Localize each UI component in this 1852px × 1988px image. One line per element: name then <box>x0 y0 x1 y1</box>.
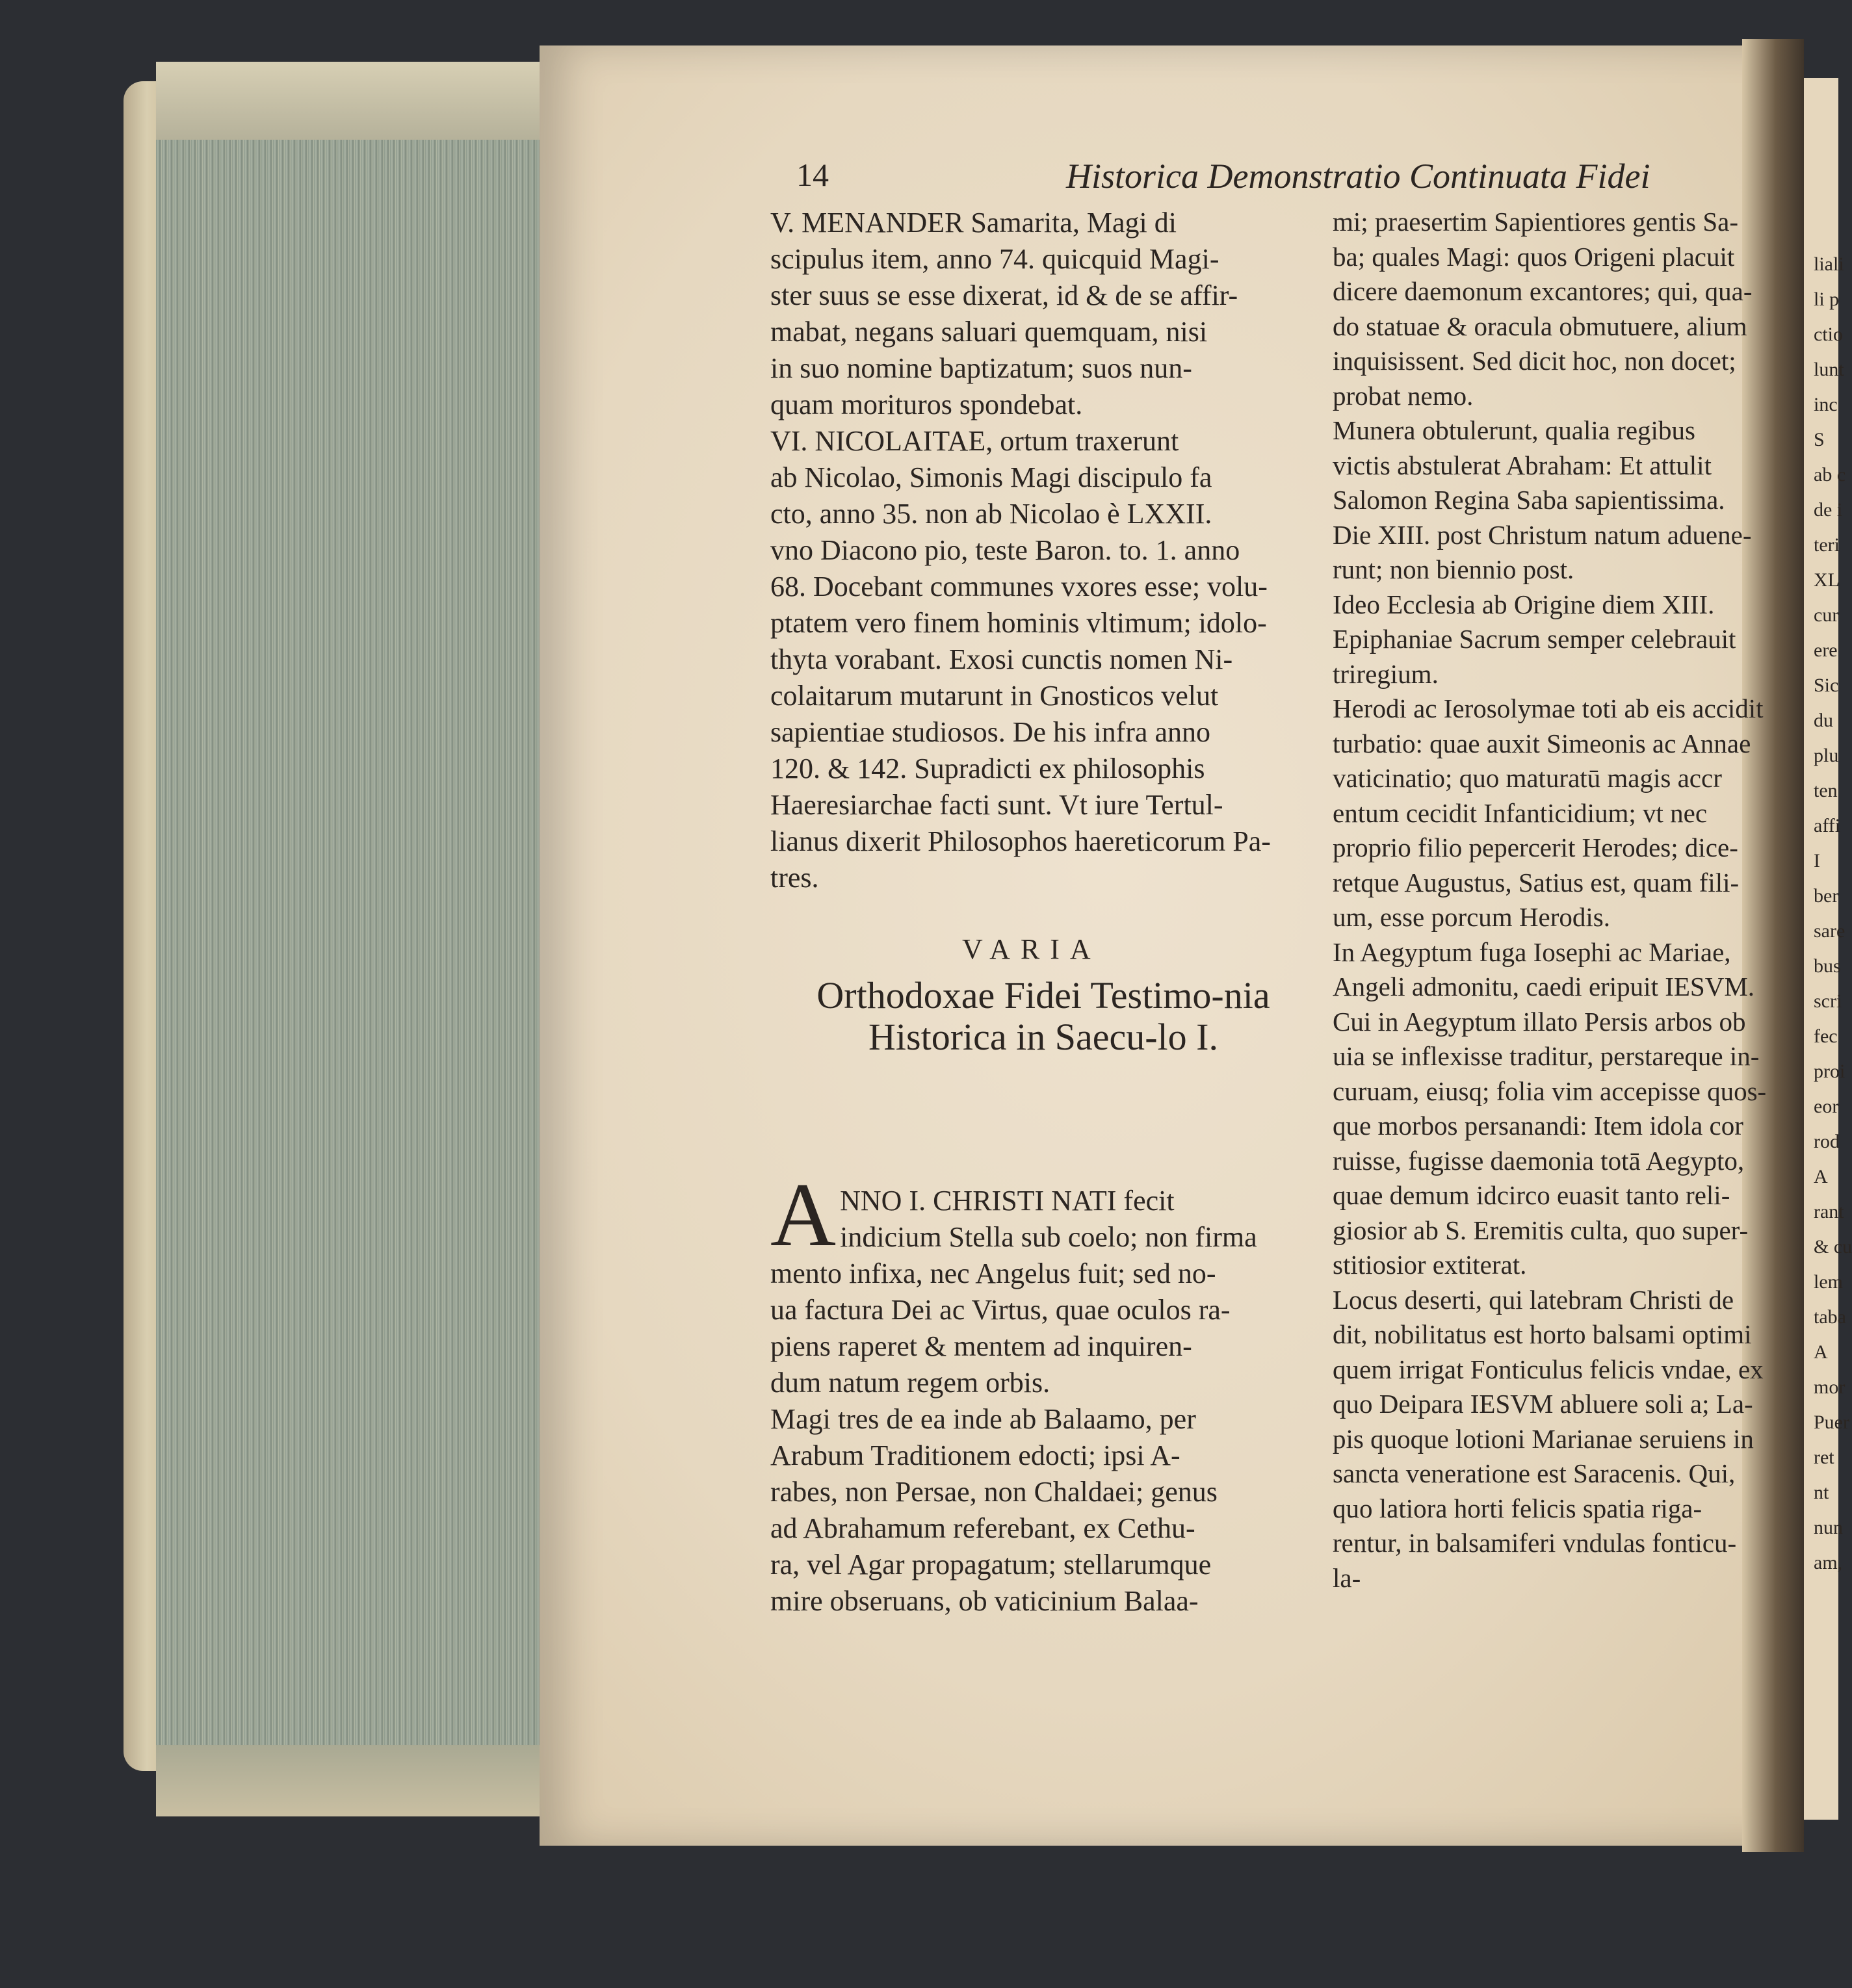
text-line: in suo nomine baptizatum; suos nun- <box>770 352 1192 384</box>
text-line: Die XIII. post Christum natum aduene- <box>1333 519 1752 550</box>
text-line: Salomon Regina Saba sapientissima. <box>1333 485 1725 515</box>
text-line: In Aegyptum fuga Iosephi ac Mariae, <box>1333 936 1731 967</box>
heading-varia: VARIA <box>962 933 1101 965</box>
text-line: Epiphaniae Sacrum semper celebrauit <box>1333 624 1736 654</box>
text-line: quem irrigat Fonticulus felicis vndae, ex <box>1333 1354 1764 1384</box>
text-line: inquisissent. Sed dicit hoc, non docet; <box>1333 346 1736 376</box>
text-line: Ideo Ecclesia ab Origine diem XIII. <box>1333 589 1715 619</box>
text-line: quo latiora horti felicis spatia riga- <box>1333 1493 1702 1523</box>
text-line: mi; praesertim Sapientiores gentis Sa- <box>1333 207 1738 237</box>
text-line: Arabum Traditionem edocti; ipsi A- <box>770 1439 1180 1471</box>
stub-fragment: cur <box>1814 604 1839 626</box>
stub-fragment: nt <box>1814 1482 1829 1503</box>
stub-fragment: & cu <box>1814 1236 1852 1258</box>
text-line: lianus dixerit Philosophos haereticorum Pa- <box>770 825 1271 857</box>
stub-fragment: ten <box>1814 780 1838 801</box>
text-line: pis quoque lotioni Marianae seruiens in <box>1333 1423 1754 1454</box>
text-line: V. MENANDER Samarita, Magi di <box>770 207 1177 239</box>
text-line: mire obseruans, ob vaticinium Balaa- <box>770 1585 1199 1617</box>
text-line: turbatio: quae auxit Simeonis ac Annae <box>1333 728 1751 758</box>
text-line: Locus deserti, qui latebram Christi de <box>1333 1284 1734 1315</box>
stub-fragment: Puer <box>1814 1412 1849 1433</box>
text-line: Cui in Aegyptum illato Persis arbos ob <box>1333 1006 1746 1037</box>
text-line: ua factura Dei ac Virtus, quae oculos ra- <box>770 1294 1231 1326</box>
text-line: quam morituros spondebat. <box>770 389 1083 420</box>
text-line: colaitarum mutarunt in Gnosticos velut <box>770 680 1219 712</box>
stub-fragment: lunt <box>1814 359 1844 380</box>
text-line: um, esse porcum Herodis. <box>1333 902 1610 932</box>
stub-fragment: I <box>1814 850 1820 871</box>
heading-line: Orthodoxae Fidei Testimo- <box>816 974 1224 1016</box>
page-block-bottom <box>156 1745 572 1816</box>
text-line: scipulus item, anno 74. quicquid Magi- <box>770 243 1219 275</box>
text-line: la- <box>1333 1562 1361 1593</box>
text-line: mabat, negans saluari quemquam, nisi <box>770 316 1208 348</box>
text-line: rentur, in balsamiferi vndulas fonticu- <box>1333 1528 1737 1558</box>
text-line: vaticinatio; quo maturatū magis accr <box>1333 763 1722 793</box>
stub-fragment: A <box>1814 1341 1828 1363</box>
text-line: Herodi ac Ierosolymae toti ab eis accidit <box>1333 693 1764 723</box>
text-line: Haeresiarchae facti sunt. Vt iure Tertul- <box>770 789 1223 821</box>
stub-fragment: ab c <box>1814 464 1846 485</box>
stub-fragment: scri <box>1814 990 1842 1012</box>
stub-fragment: nun <box>1814 1517 1843 1538</box>
stub-fragment: de i <box>1814 499 1843 521</box>
text-line: ba; quales Magi: quos Origeni placuit <box>1333 241 1735 272</box>
stub-fragment: lem <box>1814 1271 1843 1293</box>
stub-fragment: inc <box>1814 394 1838 415</box>
text-line: victis abstulerat Abraham: Et attulit <box>1333 450 1712 480</box>
text-line: cto, anno 35. non ab Nicolao è LXXII. <box>770 498 1212 530</box>
text-line: dicere daemonum excantores; qui, qua- <box>1333 276 1753 306</box>
text-line: dit, nobilitatus est horto balsami optimi <box>1333 1319 1752 1349</box>
text-line: quae demum idcirco euasit tanto reli- <box>1333 1180 1730 1210</box>
drop-cap: A <box>770 1165 837 1265</box>
text-line: rabes, non Persae, non Chaldaei; genus <box>770 1476 1218 1508</box>
next-page-stub <box>1814 247 1852 1581</box>
stub-fragment: fec <box>1814 1026 1838 1047</box>
left-column-top <box>770 205 1310 896</box>
text-line: ad Abrahamum referebant, ex Cethu- <box>770 1512 1195 1544</box>
stub-fragment: Sic <box>1814 675 1839 696</box>
text-line: probat nemo. <box>1333 380 1474 411</box>
text-line: thyta vorabant. Exosi cunctis nomen Ni- <box>770 643 1233 675</box>
stub-fragment: plu <box>1814 745 1839 766</box>
stub-fragment: sare <box>1814 920 1845 942</box>
stub-fragment: du <box>1814 710 1833 731</box>
text-line: quo Deipara IESVM abluere soli a; La- <box>1333 1389 1753 1419</box>
stub-fragment: rant <box>1814 1201 1844 1222</box>
text-line: VI. NICOLAITAE, ortum traxerunt <box>770 425 1179 457</box>
text-line: mento infixa, nec Angelus fuit; sed no- <box>770 1258 1216 1289</box>
text-line: proprio filio pepercerit Herodes; dice- <box>1333 833 1738 862</box>
heading-line: lo I. <box>1157 1016 1218 1058</box>
text-line: runt; non biennio post. <box>1333 554 1574 584</box>
text-line: 68. Docebant communes vxores esse; volu- <box>770 571 1268 602</box>
text-line: ra, vel Agar propagatum; stellarumque <box>770 1549 1212 1581</box>
stub-fragment: A <box>1814 1166 1828 1187</box>
text-line: vno Diacono pio, teste Baron. to. 1. anno <box>770 534 1240 566</box>
left-column-bottom <box>770 1165 1310 1620</box>
page-block-top <box>156 62 572 140</box>
text-line: Magi tres de ea inde ab Balaamo, per <box>770 1403 1196 1435</box>
stub-fragment: li p <box>1814 289 1840 310</box>
text-line: NNO I. CHRISTI NATI fecit <box>840 1185 1175 1217</box>
stub-fragment: proi <box>1814 1061 1845 1082</box>
text-line: dum natum regem orbis. <box>770 1367 1050 1399</box>
text-line: indicium Stella sub coelo; non firma <box>840 1221 1257 1253</box>
text-line: sapientiae studiosos. De his infra anno <box>770 716 1210 748</box>
text-line: retque Augustus, Satius est, quam fili- <box>1333 867 1740 897</box>
text-line: que morbos persanandi: Item idola cor <box>1333 1111 1743 1141</box>
stub-fragment: XL <box>1814 569 1840 591</box>
stub-fragment: affi <box>1814 815 1841 836</box>
section-heading <box>774 975 1313 1058</box>
stub-fragment: bus <box>1814 955 1841 977</box>
stub-fragment: ere <box>1814 639 1838 661</box>
text-line: 120. & 142. Supradicti ex philosophis <box>770 753 1205 784</box>
stub-fragment: ret <box>1814 1447 1834 1468</box>
stub-fragment: taba <box>1814 1306 1846 1328</box>
stub-fragment: mor <box>1814 1376 1845 1398</box>
stub-fragment: am, <box>1814 1552 1843 1573</box>
text-line: ruisse, fugisse daemonia totā Aegypto, <box>1333 1145 1745 1176</box>
running-head-title: Historica Demonstratio Continuata Fidei <box>1066 157 1650 196</box>
text-line: do statuae & oracula obmutuere, alium <box>1333 311 1747 341</box>
text-line: uia se inflexisse traditur, perstareque in- <box>1333 1041 1760 1071</box>
text-line: ster suus se esse dixerat, id & de se affir- <box>770 279 1238 311</box>
text-line: entum cecidit Infanticidium; vt nec <box>1333 797 1708 828</box>
text-line: Munera obtulerunt, qualia regibus <box>1333 415 1695 445</box>
text-line: ab Nicolao, Simonis Magi discipulo fa <box>770 461 1212 493</box>
stub-fragment: teri <box>1814 534 1840 556</box>
text-line: giosior ab S. Eremitis culta, quo super- <box>1333 1215 1749 1245</box>
page-number: 14 <box>796 157 829 193</box>
stub-fragment: eor <box>1814 1096 1839 1117</box>
text-line: Angeli admonitu, caedi eripuit IESVM. <box>1333 972 1755 1001</box>
text-line: stitiosior extiterat. <box>1333 1250 1527 1280</box>
stub-fragment: ctio <box>1814 324 1843 345</box>
text-line: piens raperet & mentem ad inquiren- <box>770 1330 1192 1362</box>
stub-fragment: ber <box>1814 885 1839 907</box>
text-line: sancta veneratione est Saracenis. Qui, <box>1333 1458 1736 1488</box>
text-line: ptatem vero finem hominis vltimum; idolo- <box>770 607 1267 639</box>
stub-fragment: S <box>1814 429 1825 450</box>
text-line: curuam, eiusq; folia vim accepisse quos- <box>1333 1076 1767 1106</box>
heading-line: nia Historica in Saecu- <box>868 974 1270 1058</box>
stub-fragment: liali <box>1814 253 1844 275</box>
text-line: triregium. <box>1333 658 1439 689</box>
text-line: tres. <box>770 862 819 894</box>
stub-fragment: rod <box>1814 1131 1840 1152</box>
right-column <box>1333 205 1767 1595</box>
page-block-fore-edge <box>156 62 572 1816</box>
